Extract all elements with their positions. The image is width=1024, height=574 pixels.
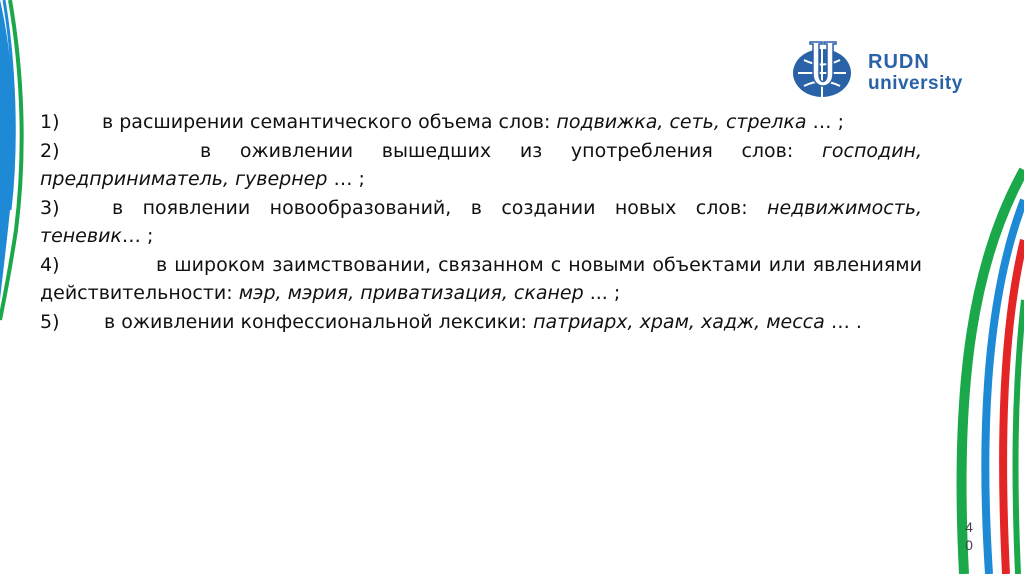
- item-number: 3): [40, 196, 60, 219]
- item-tail: ... ;: [583, 282, 621, 304]
- page-number: [962, 518, 976, 554]
- item-text: в оживлении вышедших из употребления слов:: [200, 139, 794, 162]
- item-tail: … ;: [327, 168, 365, 190]
- list-item: [40, 251, 922, 308]
- list-item: [40, 194, 922, 251]
- list-item: [40, 137, 922, 194]
- logo-line-rudn: RUDN: [868, 51, 930, 73]
- left-decorative-swoosh: [0, 0, 40, 574]
- list-item: [40, 108, 922, 137]
- item-text: в широком заимствовании, связанном с новыми объектами или явлениями действительности:: [40, 253, 922, 304]
- item-examples: подвижка, сеть, стрелка: [556, 111, 807, 133]
- list-item: [40, 308, 922, 337]
- logo-line-university: university: [868, 73, 963, 94]
- item-number: 5): [40, 310, 60, 333]
- item-tail: … ;: [121, 225, 154, 247]
- logo-wordmark: [868, 52, 963, 93]
- rudn-logo: [792, 40, 992, 102]
- item-number: 1): [40, 111, 60, 133]
- item-number: 4): [40, 253, 60, 276]
- item-number: 2): [40, 139, 60, 162]
- item-text: в оживлении конфессиональной лексики:: [104, 310, 528, 333]
- page-number-digit: 0: [965, 537, 973, 553]
- item-examples: патриарх, храм, хадж, месса: [533, 310, 825, 333]
- item-tail: … .: [824, 310, 862, 333]
- rudn-emblem-icon: [792, 40, 858, 102]
- item-examples: мэр, мэрия, приватизация, сканер: [238, 282, 584, 304]
- page-number-digit: 4: [965, 519, 973, 535]
- item-text: в появлении новообразований, в создании новых слов:: [112, 196, 748, 219]
- item-tail: … ;: [806, 111, 844, 133]
- item-text: в расширении семантического объема слов:: [102, 111, 551, 133]
- item-examples: господин, предприниматель, гувернер: [40, 139, 922, 190]
- item-examples: недвижимость, теневик: [40, 196, 922, 247]
- slide-content: [40, 108, 922, 336]
